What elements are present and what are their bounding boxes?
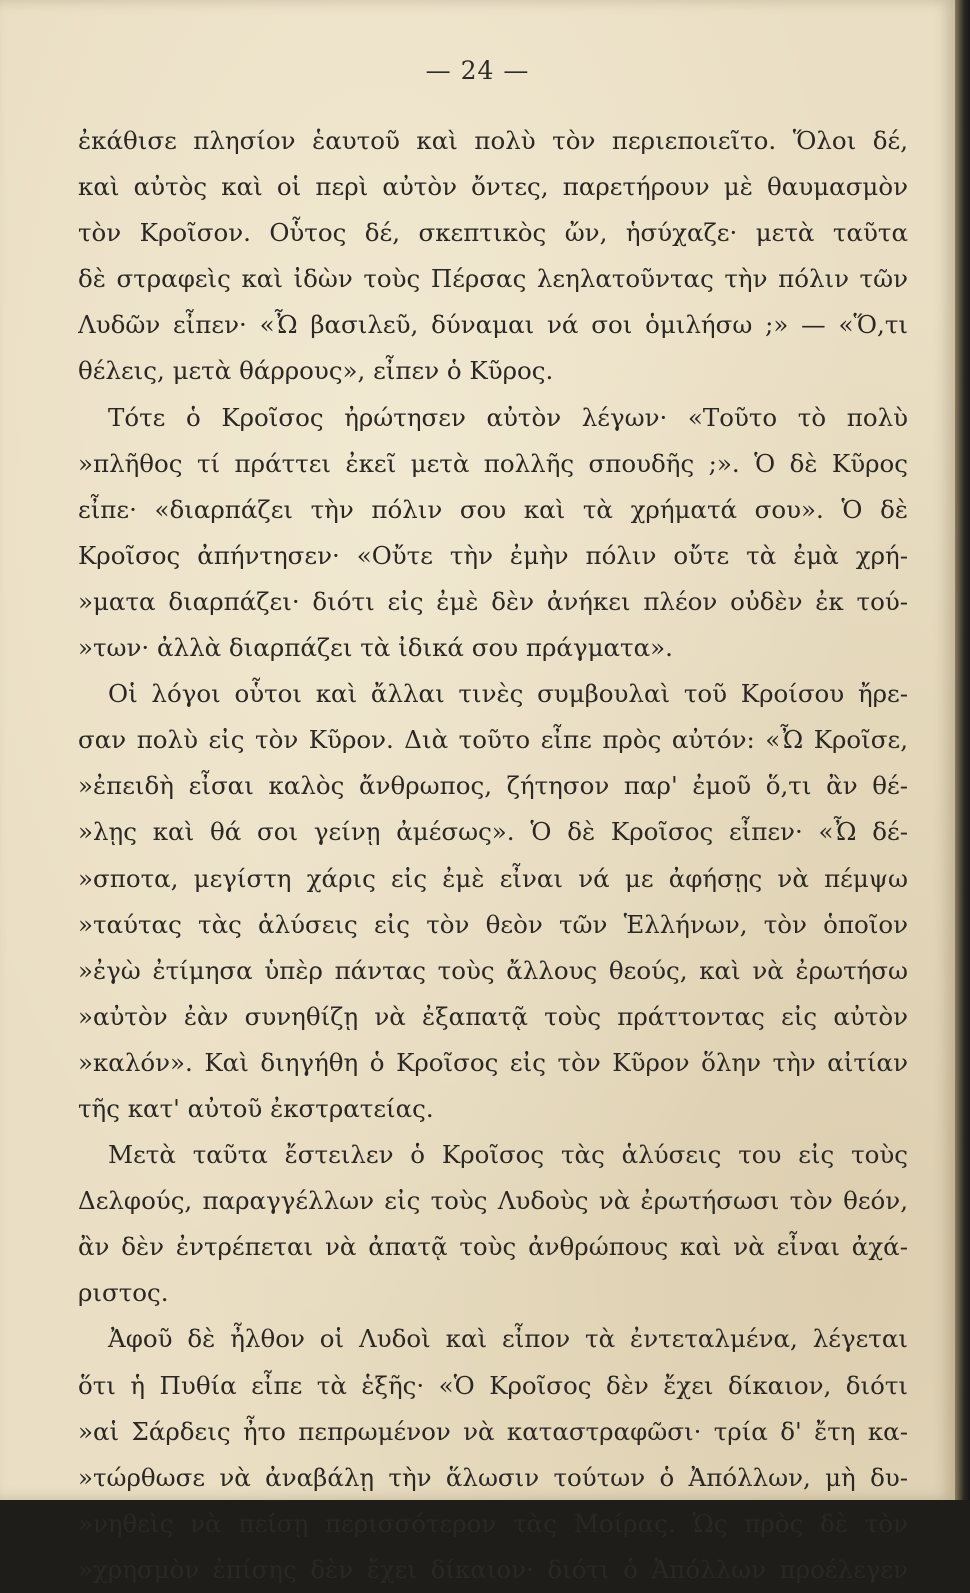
text-line: Κροῖσος ἀπήντησεν· «Οὔτε τὴν ἐμὴν πόλιν οὔτε τὰ ἐμὰ χρή-	[78, 540, 908, 570]
text-line: »πλῆθος τί πράττει ἐκεῖ μετὰ πολλῆς σπουδῆς ;». Ὁ δὲ Κῦρος	[78, 448, 908, 478]
text-line: »αὐτὸν ἐὰν συνηθίζῃ νὰ ἐξαπατᾷ τοὺς πράττοντας εἰς αὐτὸν	[78, 1001, 908, 1031]
text-line: ριστος.	[78, 1278, 169, 1308]
text-line: Δελφούς, παραγγέλλων εἰς τοὺς Λυδοὺς νὰ ἐρωτήσωσι τὸν θεόν,	[78, 1186, 908, 1216]
text-line: εἶπε· «διαρπάζει τὴν πόλιν σου καὶ τὰ χρήματά σου». Ὁ δὲ	[78, 494, 908, 524]
text-line: Λυδῶν εἶπεν· «Ὦ βασιλεῦ, δύναμαι νά σοι ὁμιλήσω ;» — «Ὅ,τι	[78, 310, 908, 340]
text-line: »τώρθωσε νὰ ἀναβάλῃ τὴν ἅλωσιν τούτων ὁ Ἀπόλλων, μὴ δυ-	[78, 1462, 908, 1492]
text-line: Ἀφοῦ δὲ ἦλθον οἱ Λυδοὶ καὶ εἶπον τὰ ἐντεταλμένα, λέγεται	[108, 1324, 908, 1354]
text-line: »νηθεὶς νὰ πείσῃ περισσότερον τὰς Μοίρας. Ὡς πρὸς δὲ τὸν	[78, 1508, 908, 1538]
page-number: — 24 —	[425, 56, 530, 85]
text-line: Οἱ λόγοι οὗτοι καὶ ἄλλαι τινὲς συμβουλαὶ τοῦ Κροίσου ἤρε-	[108, 679, 908, 709]
text-line: »των· ἀλλὰ διαρπάζει τὰ ἰδικά σου πράγματα».	[78, 633, 673, 663]
text-line: Μετὰ ταῦτα ἔστειλεν ὁ Κροῖσος τὰς ἁλύσεις του εἰς τοὺς	[108, 1140, 908, 1170]
text-line: ὅτι ἡ Πυθία εἶπε τὰ ἑξῆς· «Ὁ Κροῖσος δὲν ἔχει δίκαιον, διότι	[78, 1370, 908, 1400]
text-line: »λῃς καὶ θά σοι γείνῃ ἀμέσως». Ὁ δὲ Κροῖσος εἶπεν· «Ὦ δέ-	[78, 817, 908, 847]
text-line: »ἐγὼ ἐτίμησα ὑπὲρ πάντας τοὺς ἄλλους θεούς, καὶ νὰ ἐρωτήσω	[78, 955, 908, 985]
text-line: »καλόν». Καὶ διηγήθη ὁ Κροῖσος εἰς τὸν Κῦρον ὅλην τὴν αἰτίαν	[78, 1047, 908, 1077]
text-line: καὶ αὐτὸς καὶ οἱ περὶ αὐτὸν ὄντες, παρετήρουν μὲ θαυμασμὸν	[78, 172, 908, 202]
text-line: »ἐπειδὴ εἶσαι καλὸς ἄνθρωπος, ζήτησον παρ' ἐμοῦ ὅ,τι ἂν θέ-	[78, 771, 908, 801]
text-line: τῆς κατ' αὐτοῦ ἐκστρατείας.	[78, 1093, 434, 1123]
text-line: θέλεις, μετὰ θάρρους», εἶπεν ὁ Κῦρος.	[78, 356, 554, 386]
text-line: δὲ στραφεὶς καὶ ἰδὼν τοὺς Πέρσας λεηλατοῦντας τὴν πόλιν τῶν	[78, 264, 908, 294]
page-edge	[955, 0, 970, 1500]
text-line: Τότε ὁ Κροῖσος ἠρώτησεν αὐτὸν λέγων· «Τοῦτο τὸ πολὺ	[108, 402, 908, 432]
text-line: ἂν δὲν ἐντρέπεται νὰ ἀπατᾷ τοὺς ἀνθρώπους καὶ νὰ εἶναι ἀχά-	[78, 1232, 908, 1262]
text-line: τὸν Κροῖσον. Οὗτος δέ, σκεπτικὸς ὤν, ἡσύχαζε· μετὰ ταῦτα	[78, 218, 908, 248]
text-line: »ταύτας τὰς ἁλύσεις εἰς τὸν θεὸν τῶν Ἑλλήνων, τὸν ὁποῖον	[78, 909, 908, 939]
text-line: »σποτα, μεγίστη χάρις εἰς ἐμὲ εἶναι νά με ἀφήσῃς νὰ πέμψω	[78, 863, 908, 893]
text-line: »αἱ Σάρδεις ἦτο πεπρωμένον νὰ καταστραφῶσι· τρία δ' ἔτη κα-	[78, 1416, 908, 1446]
text-line: σαν πολὺ εἰς τὸν Κῦρον. Διὰ τοῦτο εἶπε πρὸς αὐτόν: «Ὦ Κροῖσε,	[78, 725, 908, 755]
body-text	[78, 118, 908, 1593]
text-line: »ματα διαρπάζει· διότι εἰς ἐμὲ δὲν ἀνήκει πλέον οὐδὲν ἐκ τού-	[78, 586, 908, 616]
text-line: ἐκάθισε πλησίον ἑαυτοῦ καὶ πολὺ τὸν περιεποιεῖτο. Ὅλοι δέ,	[78, 126, 908, 155]
text-line: »χρησμὸν ἐπίσης δὲν ἔχει δίκαιον· διότι ὁ Ἀπόλλων προέλεγεν	[78, 1554, 908, 1584]
